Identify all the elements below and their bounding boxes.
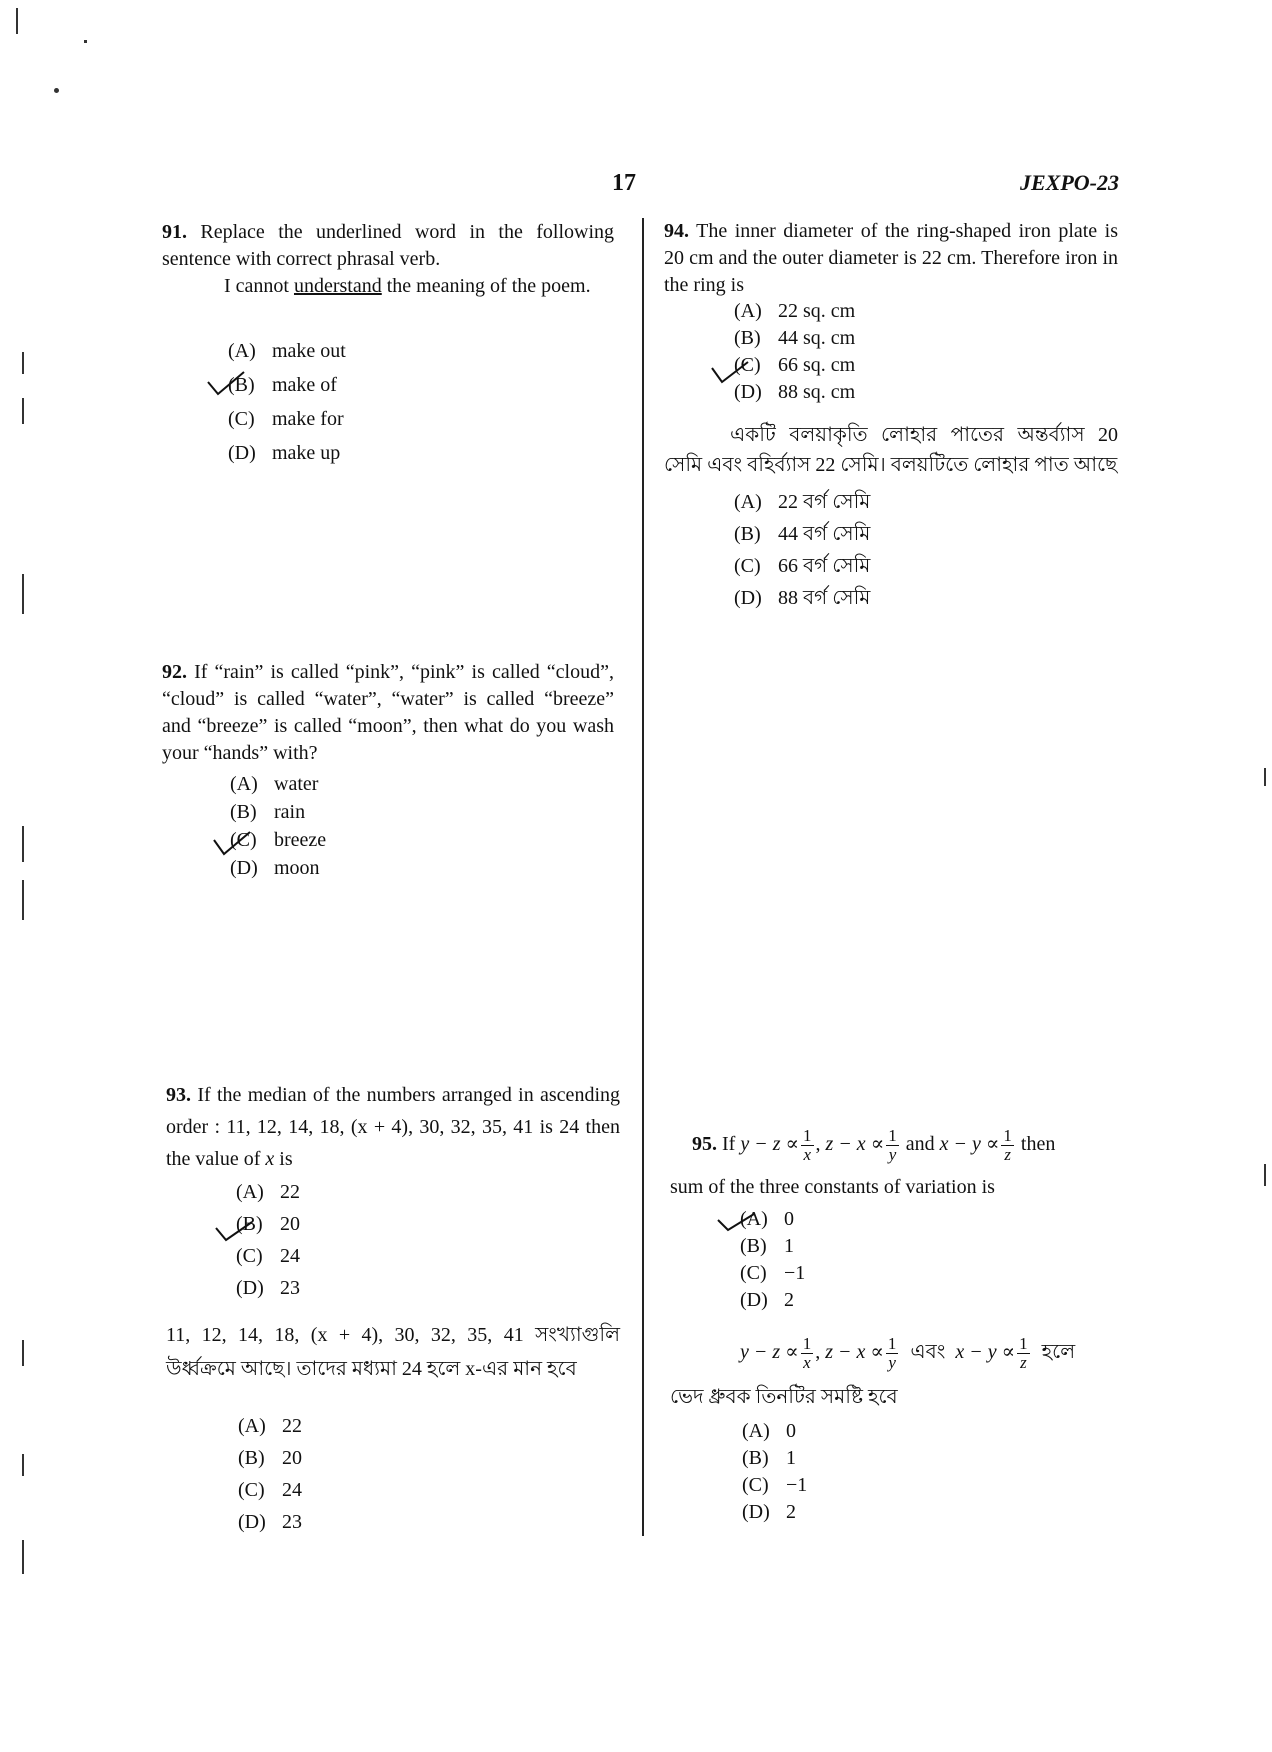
question-number: 92.: [162, 661, 187, 683]
option-a[interactable]: (A) 22: [236, 1181, 300, 1203]
fraction: $\frac{1}{y}$: [887, 1333, 897, 1372]
option-b[interactable]: (B) 1: [742, 1447, 796, 1469]
scan-mark: [1264, 768, 1266, 786]
option-d[interactable]: (D) moon: [230, 857, 320, 879]
expression: z − x ∝: [825, 1133, 885, 1155]
exam-code: JEXPO-23: [1020, 170, 1119, 195]
fraction: $\frac{1}{x}$: [802, 1333, 812, 1372]
question-93-bengali: 11, 12, 14, 18, (x + 4), 30, 32, 35, 41 সংখ্যাগুলি উর্ধ্বক্রমে আছে। তাদের মধ্যমা 24 হলে x-এর মান হবে: [166, 1324, 620, 1380]
scan-mark: [22, 574, 24, 614]
option-c[interactable]: (C) −1: [740, 1262, 806, 1284]
fraction: $\frac{1}{z}$: [1003, 1125, 1012, 1164]
scan-mark: [84, 40, 87, 43]
scan-mark: [1264, 1164, 1266, 1186]
question-94-bengali-options: [734, 486, 870, 614]
question-95-tail: sum of the three constants of variation is: [670, 1176, 995, 1198]
question-91-options: [228, 334, 346, 470]
option-c[interactable]: (C) 66 sq. cm: [734, 354, 856, 376]
answer-tick-icon: [214, 1218, 254, 1244]
question-91-sentence: I cannot understand the meaning of the poem.: [224, 275, 591, 297]
scan-mark: [22, 1340, 24, 1366]
question-95-bengali-options: [742, 1418, 807, 1526]
option-b[interactable]: (B) 44 sq. cm: [734, 327, 856, 349]
answer-tick-icon: [212, 830, 252, 856]
option-d[interactable]: (D) 2: [742, 1501, 796, 1523]
expression: z − x ∝: [825, 1341, 884, 1363]
option-a[interactable]: (A) water: [230, 773, 319, 795]
answer-tick-icon: [716, 1210, 756, 1236]
question-number: 93.: [166, 1084, 191, 1106]
option-a[interactable]: (A) 22 বর্গ সেমি: [734, 491, 871, 513]
option-b[interactable]: (B) 44 বর্গ সেমি: [734, 523, 871, 545]
option-a[interactable]: (A) 0: [742, 1420, 796, 1442]
question-94-bengali: একটি বলয়াকৃতি লোহার পাতের অন্তর্ব্যাস 20 সেমি এবং বহির্ব্যাস 22 সেমি। বলয়টিতে লোহার পাত আছে: [664, 424, 1118, 476]
answer-tick-icon: [206, 370, 246, 396]
scan-mark: [22, 398, 24, 424]
option-d[interactable]: (D) 88 sq. cm: [734, 381, 856, 403]
question-95-bengali-tail: ভেদ ধ্রুবক তিনটির সমষ্টি হবে: [670, 1386, 898, 1408]
option-b[interactable]: (B) 1: [740, 1235, 794, 1257]
option-d[interactable]: (D) 2: [740, 1289, 794, 1311]
option-d[interactable]: (D) 88 বর্গ সেমি: [734, 587, 871, 609]
option-a[interactable]: (A) 22 sq. cm: [734, 300, 856, 322]
option-b[interactable]: (B) 20: [236, 1213, 300, 1235]
fraction: $\frac{1}{y}$: [888, 1125, 897, 1164]
option-c[interactable]: (C) 24: [238, 1479, 302, 1501]
question-93: 93. If the median of the numbers arranged in ascending order : 11, 12, 14, 18, (x + 4), 30, 32, 35, 41 is 24 then the value of x is: [166, 1084, 620, 1170]
expression: x − y ∝: [955, 1341, 1016, 1363]
scan-mark: [22, 880, 24, 920]
option-d[interactable]: (D) 23: [236, 1277, 300, 1299]
scan-mark: [22, 352, 24, 374]
fraction: $\frac{1}{z}$: [1019, 1333, 1028, 1372]
option-c[interactable]: (C) 66 বর্গ সেমি: [734, 555, 871, 577]
option-b[interactable]: (B) make of: [228, 374, 337, 396]
option-c[interactable]: (C) −1: [742, 1474, 808, 1496]
question-92: [162, 659, 614, 767]
option-d[interactable]: (D) make up: [228, 442, 341, 464]
option-a[interactable]: (A) make out: [228, 340, 346, 362]
question-95: 95. If y − z ∝ $\frac{1}{x}$ , z − x ∝ $\frac{1}{y}$ and x − y ∝ $\frac{1}{z}$ then: [692, 1125, 1056, 1164]
question-text: If “rain” is called “pink”, “pink” is called “cloud”, “cloud” is called “water”, “water” is called “breeze” and “breeze” is called “moon”, then what do you wash your “hands” with?: [162, 661, 614, 764]
option-a[interactable]: (A) 22: [238, 1415, 302, 1437]
fraction: $\frac{1}{x}$: [803, 1125, 812, 1164]
expression: y − z ∝: [740, 1341, 799, 1363]
option-b[interactable]: (B) 20: [238, 1447, 302, 1469]
question-94-options: [734, 298, 855, 406]
option-b[interactable]: (B) rain: [230, 801, 306, 823]
question-text: Replace the underlined word in the following sentence with correct phrasal verb.: [162, 221, 615, 270]
option-d[interactable]: (D) 23: [238, 1511, 302, 1533]
option-c[interactable]: (C) 24: [236, 1245, 300, 1267]
question-95-bengali: y − z ∝ $\frac{1}{x}$ , z − x ∝ $\frac{1}{y}$ এবং x − y ∝ $\frac{1}{z}$ হলে: [740, 1333, 1076, 1372]
question-91: [162, 219, 614, 273]
scan-mark: [22, 826, 24, 862]
question-number: 94.: [664, 220, 689, 242]
question-92-options: [230, 770, 326, 882]
option-c[interactable]: (C) breeze: [230, 829, 327, 851]
page-number: 17: [612, 170, 636, 196]
expression: y − z ∝: [740, 1133, 800, 1155]
expression: x − y ∝: [939, 1133, 1000, 1155]
scan-mark: [22, 1540, 24, 1574]
answer-tick-icon: [710, 360, 750, 386]
question-number: 91.: [162, 221, 187, 243]
option-a[interactable]: (A) 0: [740, 1208, 794, 1230]
scan-mark: [22, 1454, 24, 1476]
question-text: The inner diameter of the ring-shaped iron plate is 20 cm and the outer diameter is 22 cm. Therefore iron in the ring is: [664, 220, 1118, 296]
question-94: [664, 218, 1118, 299]
question-93-bengali-options: [238, 1410, 302, 1538]
option-c[interactable]: (C) make for: [228, 408, 344, 430]
scan-mark: [16, 8, 18, 34]
question-number: 95.: [692, 1133, 717, 1155]
column-divider: [642, 218, 644, 1536]
scan-mark: [54, 88, 59, 93]
underlined-word: understand: [293, 275, 382, 297]
